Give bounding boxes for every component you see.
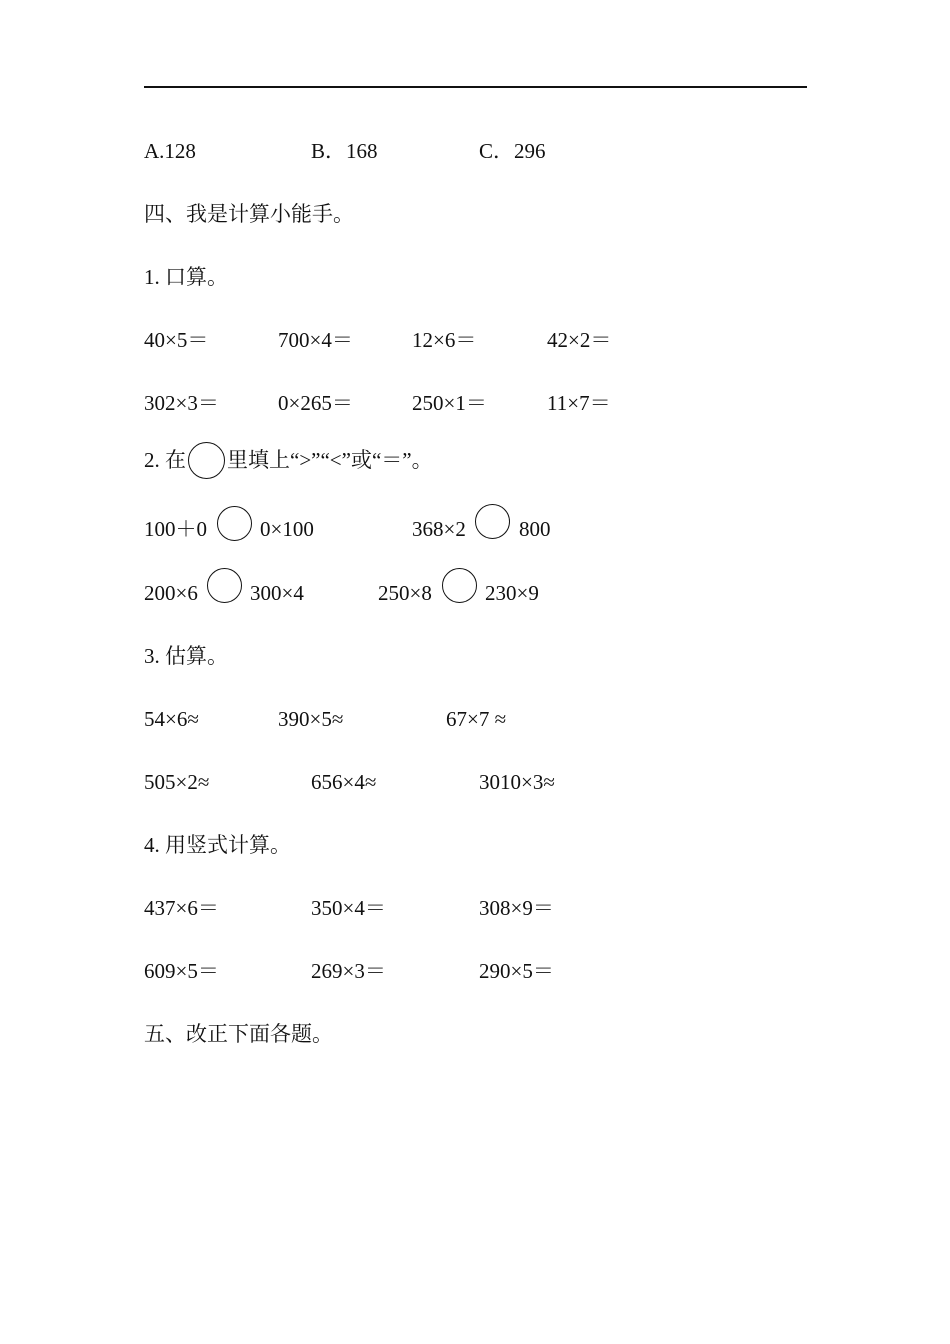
q2-title bbox=[144, 440, 433, 480]
q3-item: 67×7 ≈ bbox=[446, 707, 507, 731]
compare-circle[interactable] bbox=[217, 506, 252, 541]
top-rule bbox=[144, 86, 807, 88]
q3-title: 3. 估算。 bbox=[144, 644, 228, 668]
compare-circle[interactable] bbox=[475, 504, 510, 539]
compare-circle[interactable] bbox=[442, 568, 477, 603]
q2-title-suffix: 里填上“>”“<”或“＝”。 bbox=[227, 447, 433, 472]
q2-left: 250×8 bbox=[378, 581, 432, 605]
q4-item: 350×4＝ bbox=[311, 896, 386, 920]
option-b: B．168 bbox=[311, 139, 378, 163]
q2-right: 230×9 bbox=[485, 581, 539, 605]
q3-item: 54×6≈ bbox=[144, 707, 199, 731]
q4-item: 308×9＝ bbox=[479, 896, 554, 920]
q2-right: 0×100 bbox=[260, 517, 314, 541]
q2-left: 100＋0 bbox=[144, 517, 207, 541]
q2-left: 368×2 bbox=[412, 517, 466, 541]
q1-item: 700×4＝ bbox=[278, 328, 353, 352]
option-c: C．296 bbox=[479, 139, 546, 163]
q4-item: 269×3＝ bbox=[311, 959, 386, 983]
q1-item: 42×2＝ bbox=[547, 328, 612, 352]
q1-item: 0×265＝ bbox=[278, 391, 353, 415]
option-a: A.128 bbox=[144, 139, 196, 163]
q2-title-prefix: 2. 在 bbox=[144, 447, 186, 472]
compare-circle[interactable] bbox=[207, 568, 242, 603]
q2-right: 300×4 bbox=[250, 581, 304, 605]
q2-right: 800 bbox=[519, 517, 551, 541]
answer-circle-sample bbox=[188, 442, 225, 479]
q2-left: 200×6 bbox=[144, 581, 198, 605]
q4-item: 437×6＝ bbox=[144, 896, 219, 920]
section5-title: 五、改正下面各题。 bbox=[144, 1022, 333, 1046]
q3-item: 656×4≈ bbox=[311, 770, 377, 794]
q1-item: 12×6＝ bbox=[412, 328, 477, 352]
q3-item: 3010×3≈ bbox=[479, 770, 555, 794]
q1-item: 40×5＝ bbox=[144, 328, 209, 352]
q1-item: 250×1＝ bbox=[412, 391, 487, 415]
q3-item: 505×2≈ bbox=[144, 770, 210, 794]
q1-title: 1. 口算。 bbox=[144, 265, 228, 289]
q3-item: 390×5≈ bbox=[278, 707, 344, 731]
section4-title: 四、我是计算小能手。 bbox=[144, 202, 354, 226]
q4-title: 4. 用竖式计算。 bbox=[144, 833, 291, 857]
q1-item: 302×3＝ bbox=[144, 391, 219, 415]
q4-item: 290×5＝ bbox=[479, 959, 554, 983]
q4-item: 609×5＝ bbox=[144, 959, 219, 983]
q1-item: 11×7＝ bbox=[547, 391, 611, 415]
